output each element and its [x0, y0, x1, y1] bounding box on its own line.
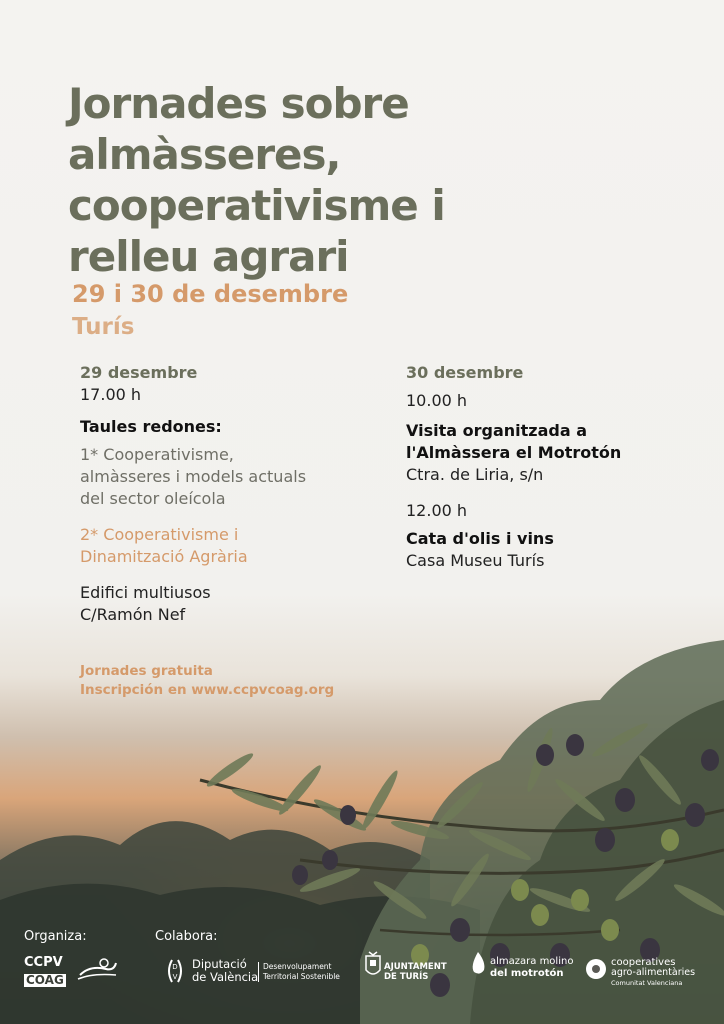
cooperatives-circle-icon: [584, 957, 608, 981]
diputacio-emblem-icon: [164, 958, 186, 984]
event2-heading: Cata d'olis i vins: [406, 529, 554, 548]
cooperatives-logo: [611, 958, 695, 988]
talk1-line: del sector oleícola: [80, 489, 226, 508]
svg-text:V: V: [172, 973, 178, 981]
day1-venue: [80, 582, 390, 626]
almazara-line: almazara molino: [490, 956, 574, 967]
title-line: almàsseres,: [68, 130, 341, 179]
diputacio-line: Diputació: [192, 957, 247, 971]
title-line: relleu agrari: [68, 232, 349, 281]
talk2: [80, 524, 390, 568]
ccpv-text: CCPV: [24, 955, 63, 970]
ajuntament-logo: [384, 962, 447, 982]
event1-heading-line: Visita organitzada a: [406, 421, 587, 440]
organiza-label: Organiza:: [24, 929, 87, 944]
talk1-line: almàsseres i models actuals: [80, 467, 307, 486]
day1-date: 29 desembre: [80, 363, 198, 382]
diputacio-line: de València: [192, 970, 259, 984]
event-place: Turís: [72, 314, 135, 340]
tractor-icon: [76, 955, 118, 983]
event2-time: 12.00 h: [406, 501, 468, 520]
department-line: Desenvolupament: [263, 962, 332, 971]
talk1-line: 1* Cooperativisme,: [80, 445, 234, 464]
olive-drop-icon: [468, 950, 488, 978]
title-line: cooperativisme i: [68, 181, 445, 230]
event1-heading-line: l'Almàssera el Motrotón: [406, 443, 622, 462]
ajuntament-line: DE TURÍS: [384, 972, 429, 982]
venue-line: Edifici multiusos: [80, 583, 211, 602]
turis-coat-of-arms-icon: [364, 950, 382, 980]
event2-address: Casa Museu Turís: [406, 551, 545, 570]
cooperatives-line: cooperatives: [611, 957, 676, 968]
coag-text: COAG: [26, 973, 64, 987]
talk2-line: 2* Cooperativisme i: [80, 525, 239, 544]
day2-date: 30 desembre: [406, 363, 524, 382]
day2-program: [406, 362, 716, 572]
event-dates: 29 i 30 de desembre: [72, 280, 349, 308]
free-notice: Jornades gratuita: [80, 663, 213, 679]
talk2-line: Dinamització Agrària: [80, 547, 248, 566]
ccpv-coag-logo: [24, 956, 66, 988]
diputacio-department: [258, 962, 340, 982]
day1-program: [80, 362, 390, 626]
day1-heading: Taules redones:: [80, 417, 222, 436]
cooperatives-line: agro-alimentàries: [611, 967, 696, 978]
day1-time: 17.00 h: [80, 385, 142, 404]
cooperatives-line: Comunitat Valenciana: [611, 979, 683, 987]
event1-time: 10.00 h: [406, 391, 468, 410]
venue-line: C/Ramón Nef: [80, 605, 186, 624]
talk1: [80, 444, 390, 510]
almazara-line: del motrotón: [490, 968, 564, 979]
colabora-label: Colabora:: [155, 929, 218, 944]
title-line: Jornades sobre: [68, 79, 409, 128]
svg-text:D: D: [172, 963, 178, 971]
ajuntament-line: AJUNTAMENT: [384, 962, 447, 972]
event1-address: Ctra. de Liria, s/n: [406, 465, 544, 484]
department-line: Territorial Sostenible: [263, 972, 340, 981]
diputacio-logo: [192, 958, 258, 984]
poster-title: [68, 78, 708, 282]
registration-info: [80, 662, 334, 700]
registration-link[interactable]: Inscripción en www.ccpvcoag.org: [80, 682, 335, 698]
almazara-logo: [490, 956, 573, 980]
